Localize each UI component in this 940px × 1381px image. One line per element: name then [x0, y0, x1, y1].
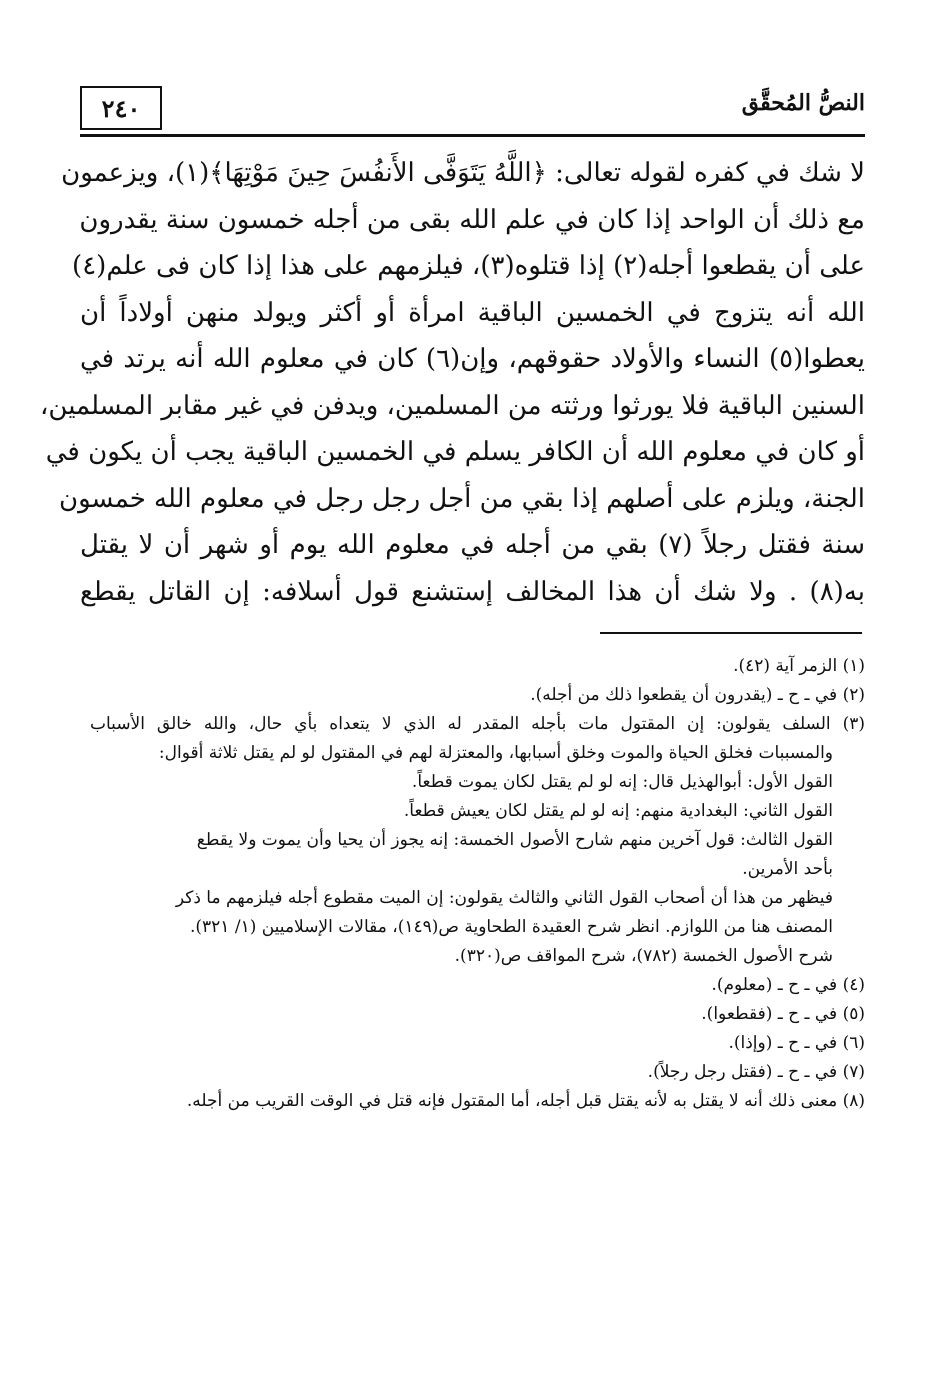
footnote-3-line: فيظهر من هذا أن أصحاب القول الثاني والثالث يقولون: إن الميت مقطوع أجله فيلزمهم ما ذكر	[175, 888, 833, 908]
body-line: الله أنه يتزوج في الخمسين الباقية امرأة أو أكثر ويولد منهن أولاداً أن	[80, 297, 865, 328]
body-line: أو كان في معلوم الله أن الكافر يسلم في الخمسين الباقية يجب أن يكون في	[45, 437, 865, 467]
footnote-separator	[600, 632, 862, 634]
running-title: النصُّ المُحقَّق	[741, 90, 865, 116]
footnote-7: (٧) في ـ ح ـ (فقتل رجل رجلاً).	[647, 1062, 865, 1082]
body-line: الجنة، ويلزم على أصلهم إذا بقي من أجل رجل رجل في معلوم الله خمسون	[58, 483, 865, 514]
footnote-5: (٥) في ـ ح ـ (فقطعوا).	[701, 1004, 865, 1024]
footnote-4: (٤) في ـ ح ـ (معلوم).	[711, 975, 865, 995]
body-line: يعطوا(٥) النساء والأولاد حقوقهم، وإن(٦) كان في معلوم الله أنه يرتد في	[80, 344, 865, 374]
footnote-3-line: بأحد الأمرين.	[742, 859, 833, 879]
header-rule	[80, 134, 865, 137]
main-text	[40, 150, 865, 615]
page-number: ٢٤٠	[80, 86, 162, 130]
footnote-3-line: شرح الأصول الخمسة (٧٨٢)، شرح المواقف ص(٣٢٠).	[454, 946, 833, 966]
footnote-3-line: القول الثاني: البغدادية منهم: إنه لو لم يقتل لكان يعيش قطعاً.	[403, 801, 833, 821]
footnote-6: (٦) في ـ ح ـ (وإذا).	[728, 1033, 865, 1053]
footnotes	[90, 652, 865, 1116]
body-line: سنة فقتل رجلاً (٧) بقي من أجله في معلوم الله يوم أو شهر أن لا يقتل	[80, 530, 865, 560]
body-line: مع ذلك أن الواحد إذا كان في علم الله بقى من أجله خمسون سنة يقدرون	[79, 204, 865, 235]
page-header	[80, 80, 865, 134]
footnote-8: (٨) معنى ذلك أنه لا يقتل به لأنه يقتل قبل أجله، أما المقتول فإنه قتل في الوقت القريب من أجله.	[186, 1091, 865, 1111]
footnote-3-line: القول الأول: أبوالهذيل قال: إنه لو لم يقتل لكان يموت قطعاً.	[411, 772, 833, 792]
footnote-3-line: والمسببات فخلق الحياة والموت وخلق أسبابها، والمعتزلة لهم في المقتول لو لم يقتل ثلاثة أقوال:	[158, 743, 833, 763]
footnote-3-line: المصنف هنا من اللوازم. انظر شرح العقيدة الطحاوية ص(١٤٩)، مقالات الإسلاميين (١/ ٣٢١).	[189, 917, 833, 937]
footnote-2: (٢) في ـ ح ـ (يقدرون أن يقطعوا ذلك من أجله).	[530, 685, 865, 705]
footnote-3: (٣) السلف يقولون: إن المقتول مات بأجله المقدر له الذي لا يتعداه بأي حال، والله خالق الأسباب	[90, 714, 865, 734]
footnote-1: (١) الزمر آية (٤٢).	[733, 656, 865, 676]
body-line: على أن يقطعوا أجله(٢) إذا قتلوه(٣)، فيلزمهم على هذا إذا كان فى علم(٤)	[72, 251, 865, 281]
body-line: به(٨) . ولا شك أن هذا المخالف إستشنع قول أسلافه: إن القاتل يقطع	[80, 576, 865, 607]
body-line: السنين الباقية فلا يورثوا ورثته من المسلمين، ويدفن في غير مقابر المسلمين،	[40, 390, 865, 421]
body-line: لا شك في كفره لقوله تعالى: ﴿اللَّهُ يَتَوَفَّى الأَنفُسَ حِينَ مَوْتِهَا﴾(١)، ويزعمون	[61, 158, 865, 188]
footnote-3-line: القول الثالث: قول آخرين منهم شارح الأصول الخمسة: إنه يجوز أن يحيا وأن يموت ولا يقطع	[196, 830, 833, 850]
